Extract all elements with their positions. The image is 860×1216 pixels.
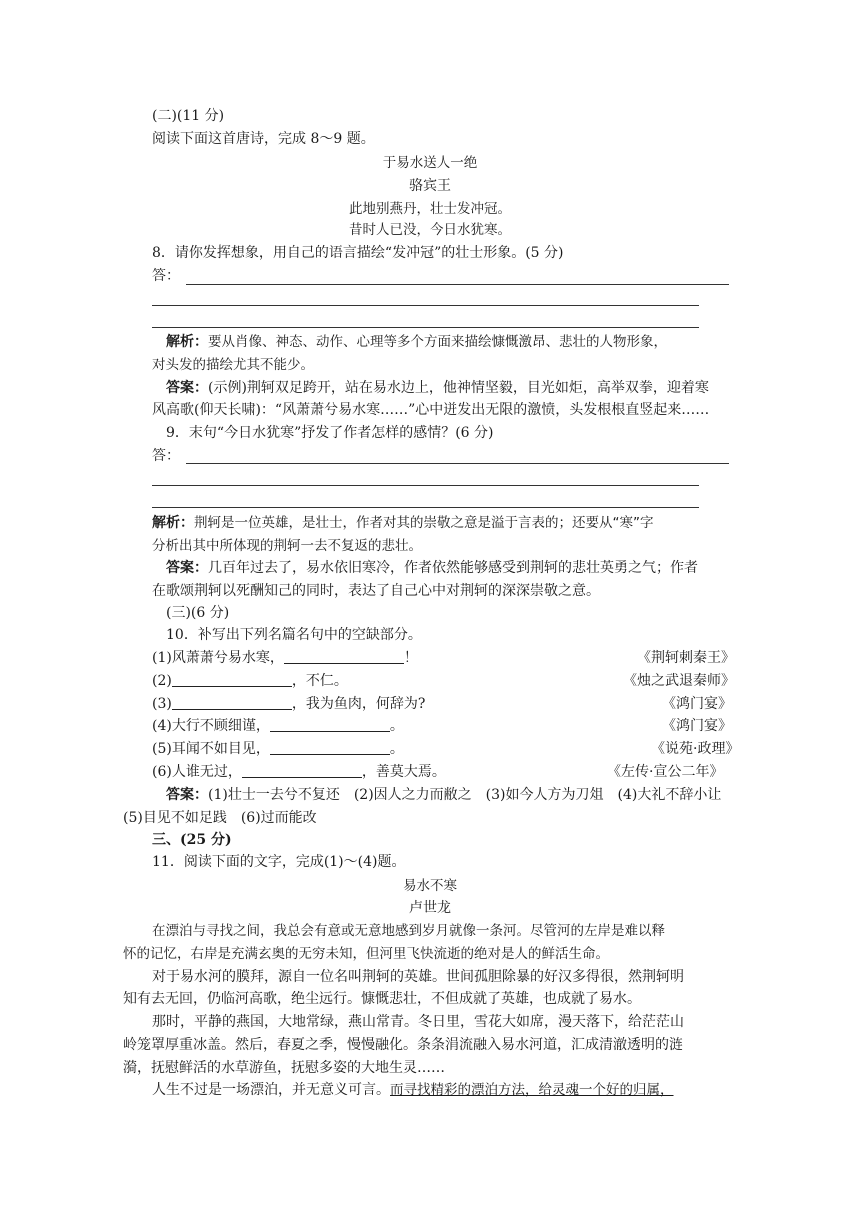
fill-source: 《鸿门宴》 bbox=[662, 718, 732, 734]
answer-10 bbox=[166, 785, 721, 805]
fill-blank[interactable] bbox=[242, 763, 362, 778]
answer-text: (5)目见不如足践 (6)过而能改 bbox=[123, 810, 317, 826]
article-author: 卢世龙 bbox=[409, 900, 451, 916]
paragraph-line: 在漂泊与寻找之间，我总会有意或无意地感到岁月就像一条河。尽管河的左岸是难以释 bbox=[152, 923, 665, 939]
answer-prefix: 答： bbox=[152, 268, 180, 284]
answer-line[interactable] bbox=[152, 327, 699, 328]
question-8: 8．请你发挥想象，用自己的语言描绘“发冲冠”的壮士形象。(5 分) bbox=[152, 245, 564, 261]
section-intro: 阅读下面这首唐诗，完成 8～9 题。 bbox=[152, 131, 375, 147]
fill-post: ，不仁。 bbox=[291, 673, 348, 689]
fill-pre: (5)耳闻不如目见， bbox=[152, 741, 270, 757]
analysis-text: 分析出其中所体现的荆轲一去不复返的悲壮。 bbox=[152, 538, 422, 554]
question-10: 10．补写出下列名篇名句中的空缺部分。 bbox=[166, 627, 422, 643]
fill-blank[interactable] bbox=[172, 695, 292, 710]
answer-prefix: 答： bbox=[152, 448, 180, 464]
fill-post: 。 bbox=[389, 718, 404, 734]
fill-blank[interactable] bbox=[270, 717, 390, 732]
analysis-9 bbox=[152, 513, 654, 533]
fill-source: 《说苑·政理》 bbox=[651, 741, 740, 757]
answer-text: 风高歌(仰天长啸)：“风萧萧兮易水寒……”心中迸发出无限的激愤，头发根根直竖起来…… bbox=[152, 402, 710, 418]
analysis-8 bbox=[166, 332, 667, 352]
poem-title: 于易水送人一绝 bbox=[382, 155, 478, 171]
answer-line[interactable] bbox=[186, 284, 729, 285]
paragraph-line: 知有去无回，仍临河高歌，绝尘远行。慷慨悲壮，不但成就了英雄，也成就了易水。 bbox=[123, 991, 641, 1007]
question-11: 11．阅读下面的文字，完成(1)～(4)题。 bbox=[152, 854, 406, 870]
fill-blank[interactable] bbox=[172, 672, 292, 687]
fill-post: ！ bbox=[403, 650, 418, 666]
paragraph-line: 岭笼罩厚重冰盖。然后，春夏之季，慢慢融化。条条涓流融入易水河道，汇成清澈透明的涟 bbox=[123, 1037, 683, 1053]
fill-post: 。 bbox=[389, 741, 404, 757]
question-9: 9．末句“今日水犹寒”抒发了作者怎样的感情？(6 分) bbox=[166, 425, 494, 441]
fill-post: ，善莫大焉。 bbox=[361, 764, 446, 780]
article-title: 易水不寒 bbox=[403, 878, 457, 894]
fill-pre: (1)风萧萧兮易水寒， bbox=[152, 650, 284, 666]
analysis-text: 要从肖像、神态、动作、心理等多个方面来描绘慷慨激昂、悲壮的人物形象， bbox=[208, 334, 667, 350]
answer-line[interactable] bbox=[186, 463, 729, 464]
analysis-label: 解析： bbox=[166, 334, 208, 350]
fill-source: 《左传·宣公二年》 bbox=[607, 764, 724, 780]
answer-8 bbox=[166, 378, 709, 398]
paragraph-text: 人生不过是一场漂泊，并无意义可言。 bbox=[152, 1082, 390, 1098]
answer-text: (1)壮士一去兮不复还 (2)因人之力而敝之 (3)如今人方为刀俎 (4)大礼不辞小让 bbox=[208, 787, 722, 803]
poem-line: 昔时人已没，今日水犹寒。 bbox=[349, 222, 511, 238]
fill-blank[interactable] bbox=[270, 740, 390, 755]
answer-label: 答案： bbox=[166, 560, 208, 576]
paragraph-line: 对于易水河的膜拜，源自一位名叫荆轲的英雄。世间孤胆除暴的好汉多得很，然荆轲明 bbox=[152, 969, 684, 985]
fill-item bbox=[152, 671, 348, 691]
answer-text: (示例)荆轲双足跨开，站在易水边上，他神情坚毅，目光如炬，高举双拳，迎着寒 bbox=[208, 380, 709, 396]
analysis-text: 荆轲是一位英雄，是壮士，作者对其的崇敬之意是溢于言表的；还要从“寒”字 bbox=[194, 515, 654, 531]
fill-source: 《烛之武退秦师》 bbox=[623, 673, 735, 689]
fill-blank[interactable] bbox=[284, 649, 404, 664]
answer-label: 答案： bbox=[166, 380, 208, 396]
answer-label: 答案： bbox=[166, 787, 208, 803]
analysis-label: 解析： bbox=[152, 515, 194, 531]
answer-line[interactable] bbox=[152, 507, 699, 508]
fill-post: ，我为鱼肉，何辞为? bbox=[291, 696, 426, 712]
fill-pre: (6)人谁无过， bbox=[152, 764, 242, 780]
paragraph-line bbox=[152, 1080, 674, 1100]
fill-pre: (4)大行不顾细谨， bbox=[152, 718, 270, 734]
answer-line[interactable] bbox=[152, 305, 699, 306]
paragraph-line: 怀的记忆，右岸是充满玄奥的无穷未知，但河里飞快流逝的绝对是人的鲜活生命。 bbox=[123, 946, 609, 962]
answer-text: 几百年过去了，易水依旧寒冷，作者依然能够感受到荆轲的悲壮英勇之气；作者 bbox=[208, 560, 698, 576]
fill-item bbox=[152, 739, 404, 759]
underlined-text: 而寻找精彩的漂泊方法，给灵魂一个好的归属， bbox=[390, 1082, 674, 1098]
poem-line: 此地别燕丹，壮士发冲冠。 bbox=[349, 201, 511, 217]
fill-pre: (2) bbox=[152, 673, 172, 689]
analysis-text: 对头发的描绘尤其不能少。 bbox=[152, 357, 314, 373]
answer-line[interactable] bbox=[152, 485, 699, 486]
fill-item bbox=[152, 762, 446, 782]
fill-source: 《荆轲刺秦王》 bbox=[637, 650, 735, 666]
section-header: (二)(11 分) bbox=[152, 108, 225, 124]
fill-item bbox=[152, 648, 418, 668]
fill-item bbox=[152, 716, 404, 736]
fill-pre: (3) bbox=[152, 696, 172, 712]
paragraph-line: 那时，平静的燕国，大地常绿，燕山常青。冬日里，雪花大如席，漫天落下，给茫茫山 bbox=[152, 1014, 684, 1030]
answer-9 bbox=[166, 558, 698, 578]
fill-item bbox=[152, 694, 425, 714]
section-header: (三)(6 分) bbox=[166, 605, 230, 621]
fill-source: 《鸿门宴》 bbox=[662, 696, 732, 712]
part-header: 三、(25 分) bbox=[152, 832, 232, 848]
paragraph-line: 漪，抚慰鲜活的水草游鱼，抚慰多姿的大地生灵…… bbox=[123, 1060, 445, 1076]
poem-author: 骆宾王 bbox=[409, 178, 451, 194]
answer-text: 在歌颂荆轲以死酬知己的同时，表达了自己心中对荆轲的深深崇敬之意。 bbox=[152, 583, 600, 599]
